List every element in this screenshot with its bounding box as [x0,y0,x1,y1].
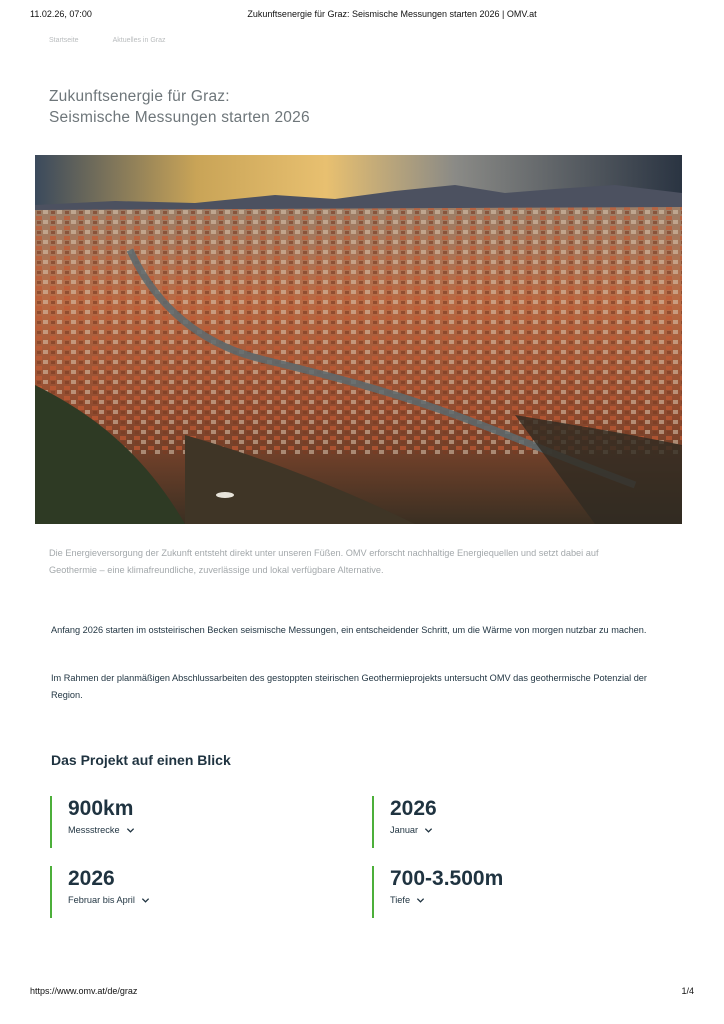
chevron-down-icon[interactable] [126,826,135,835]
intro-text: Die Energieversorgung der Zukunft entsteht direkt unter unseren Füßen. OMV erforscht nachhaltige Energiequellen und setzt dabei auf Geothermie – eine klimafreundliche, zuverlässige und lokal verfügbare Alternative. [49,548,599,575]
print-header [30,9,694,23]
fact-value: 2026 [68,867,115,890]
chevron-down-icon[interactable] [141,896,150,905]
chevron-down-icon[interactable] [424,826,433,835]
breadcrumb [49,37,166,44]
page-title [49,86,310,128]
page-title-line2: Seismische Messungen starten 2026 [49,109,310,126]
fact-value: 2026 [390,797,437,820]
print-page-number: 1/4 [681,986,694,996]
chevron-down-icon[interactable] [416,896,425,905]
section-title: Das Projekt auf einen Blick [51,752,231,768]
fact-label-row [68,895,300,905]
print-document-title: Zukunftsenergie für Graz: Seismische Messungen starten 2026 | OMV.at [247,9,537,19]
fact-label: Februar bis April [68,895,135,905]
paragraph-measurements: Anfang 2026 starten im oststeirischen Becken seismische Messungen, ein entscheidender Schritt, um die Wärme von morgen nutzbar zu machen. [51,625,647,635]
print-url: https://www.omv.at/de/graz [30,986,138,996]
fact-label: Tiefe [390,895,411,905]
fact-label: Messstrecke [68,825,120,835]
fact-depth[interactable] [372,866,622,918]
fact-measurement-length[interactable] [50,796,300,848]
fact-label: Januar [390,825,419,835]
fact-label-row [390,895,622,905]
print-footer [30,986,694,1000]
fact-value: 700-3.500m [390,867,504,890]
print-date: 11.02.26, 07:00 [30,9,92,19]
paragraph-project: Im Rahmen der planmäßigen Abschlussarbeiten des gestoppten steirischen Geothermieprojekts untersucht OMV das geothermische Potenzial der Region. [51,673,647,700]
graz-aerial-photo [35,155,682,524]
fact-label-row [68,825,300,835]
fact-duration[interactable] [50,866,300,918]
page-title-line1: Zukunftsenergie für Graz: [49,88,230,105]
fact-start-month[interactable] [372,796,622,848]
fact-value: 900km [68,797,134,820]
breadcrumb-home-link[interactable]: Startseite [49,37,79,44]
breadcrumb-current[interactable]: Aktuelles in Graz [112,37,166,44]
fact-label-row [390,825,622,835]
hero-image [35,155,682,524]
